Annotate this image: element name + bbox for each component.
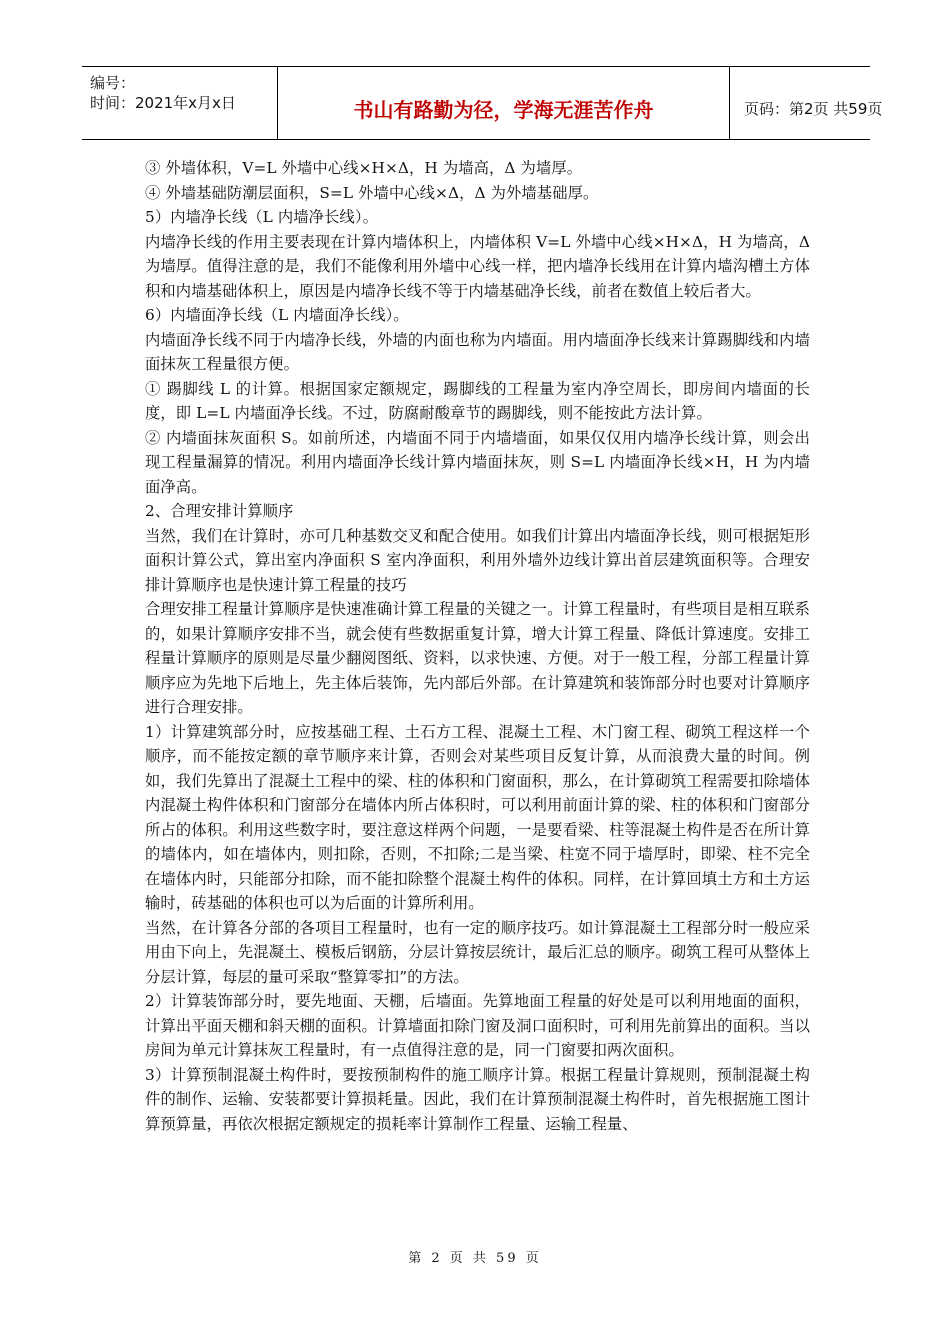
section-heading: 2、合理安排计算顺序 <box>145 502 294 520</box>
page-header <box>82 66 883 140</box>
document-date: 时间：2021年x月x日 <box>90 94 236 112</box>
header-page-info: 页码：第2页 共59页 <box>744 99 883 118</box>
paragraph: 内墙面净长线不同于内墙净长线，外墙的内面也称为内墙面。用内墙面净长线来计算踢脚线和内墙面抹灰工程量很方便。 <box>145 330 810 373</box>
document-body <box>145 156 810 1136</box>
paragraph: ① 踢脚线 L 的计算。根据国家定额规定，踢脚线的工程量为室内净空周长，即房间内墙面的长度，即 L=L 内墙面净长线。不过，防腐耐酸章节的踢脚线，则不能按此方法计算。 <box>145 379 810 422</box>
paragraph: 当然，在计算各分部的各项目工程量时，也有一定的顺序技巧。如计算混凝土工程部分时一般应采用由下向上，先混凝土、模板后钢筋，分层计算按层统计，最后汇总的顺序。砌筑工程可从整体上分层计算，每层的量可采取“整算零扣”的方法。 <box>145 918 810 986</box>
paragraph: ④ 外墙基础防潮层面积，S=L 外墙中心线×Δ，Δ 为外墙基础厚。 <box>145 183 599 202</box>
paragraph: 6）内墙面净长线（L 内墙面净长线）。 <box>145 306 409 324</box>
header-meta <box>82 67 278 139</box>
paragraph: 1）计算建筑部分时，应按基础工程、土石方工程、混凝土工程、木门窗工程、砌筑工程这样一个顺序，而不能按定额的章节顺序来计算，否则会对某些项目反复计算，从而浪费大量的时间。例如，我们先算出了混凝土工程中的梁、柱的体积和门窗面积，那么，在计算砌筑工程需要扣除墙体内混凝土构件体积和门窗部分在墙体内所占体积时，可以利用前面计算的梁、柱的体积和门窗部分所占的体积。利用这些数字时，要注意这样两个问题，一是要看梁、柱等混凝土构件是否在所计算的墙体内，如在墙体内，则扣除，否则，不扣除;二是当梁、柱宽不同于墙厚时，即梁、柱不完全在墙体内时，只能部分扣除，而不能扣除整个混凝土构件的体积。同样，在计算回填土方和土方运输时，砖基础的体积也可以为后面的计算所利用。 <box>145 722 810 912</box>
document-number-label: 编号： <box>90 74 136 92</box>
paragraph: 3）计算预制混凝土构件时，要按预制构件的施工顺序计算。根据工程量计算规则，预制混凝土构件的制作、运输、安装都要计算损耗量。因此，我们在计算预制混凝土构件时，首先根据施工图计算预算量，再依次根据定额规定的损耗率计算制作工程量、运输工程量、 <box>145 1065 810 1133</box>
header-motto: 书山有路勤为径，学海无涯苦作舟 <box>278 67 730 139</box>
page-footer: 第 2 页 共 59 页 <box>408 1251 542 1266</box>
paragraph: 合理安排工程量计算顺序是快速准确计算工程量的关键之一。计算工程量时，有些项目是相互联系的，如果计算顺序安排不当，就会使有些数据重复计算，增大计算工程量、降低计算速度。安排工程量计算顺序的原则是尽量少翻阅图纸、资料，以求快速、方便。对于一般工程，分部工程量计算顺序应为先地下后地上，先主体后装饰，先内部后外部。在计算建筑和装饰部分时也要对计算顺序进行合理安排。 <box>145 600 810 716</box>
paragraph: ③ 外墙体积，V=L 外墙中心线×H×Δ，H 为墙高，Δ 为墙厚。 <box>145 159 583 177</box>
paragraph: 2）计算装饰部分时，要先地面、天棚，后墙面。先算地面工程量的好处是可以利用地面的面积，计算出平面天棚和斜天棚的面积。计算墙面扣除门窗及洞口面积时，可利用先前算出的面积。当以房间为单元计算抹灰工程量时，有一点值得注意的是，同一门窗要扣两次面积。 <box>145 992 810 1059</box>
paragraph: 内墙净长线的作用主要表现在计算内墙体积上，内墙体积 V=L 外墙中心线×H×Δ，H 为墙高，Δ 为墙厚。值得注意的是，我们不能像利用外墙中心线一样，把内墙净长线用在计算内墙沟槽土方体积和内墙基础体积上，原因是内墙净长线不等于内墙基础净长线，前者在数值上较后者大。 <box>145 232 810 300</box>
paragraph: 当然，我们在计算时，亦可几种基数交叉和配合使用。如我们计算出内墙面净长线，则可根据矩形面积计算公式，算出室内净面积 S 室内净面积，利用外墙外边线计算出首层建筑面积等。合理安排计算顺序也是快速计算工程量的技巧 <box>145 526 810 594</box>
paragraph: 5）内墙净长线（L 内墙净长线）。 <box>145 208 378 226</box>
paragraph: ② 内墙面抹灰面积 S。如前所述，内墙面不同于内墙墙面，如果仅仅用内墙净长线计算，则会出现工程量漏算的情况。利用内墙面净长线计算内墙面抹灰，则 S=L 内墙面净长线×H，H 为内墙面净高。 <box>145 428 810 496</box>
